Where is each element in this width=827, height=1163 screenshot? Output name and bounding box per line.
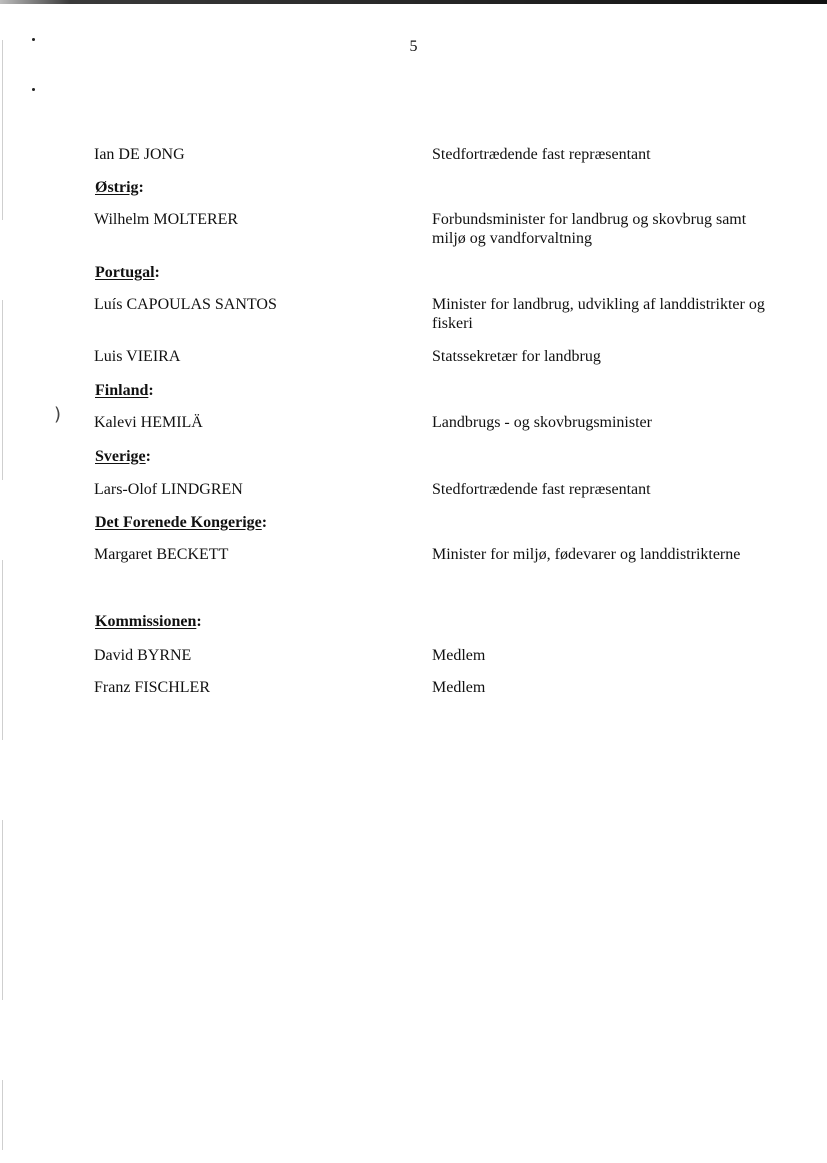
member-role: Forbundsminister for landbrug og skovbrug samt miljø og vandforvaltning bbox=[432, 211, 747, 247]
country-heading bbox=[95, 263, 160, 282]
country-heading-label: Østrig bbox=[95, 179, 139, 196]
country-heading-label: Portugal bbox=[95, 264, 155, 281]
country-heading-label: Finland bbox=[95, 382, 149, 399]
member-role: Medlem bbox=[432, 647, 486, 664]
page-number: 5 bbox=[409, 38, 418, 55]
commission-heading-label: Kommissionen bbox=[95, 613, 197, 630]
member-role: Stedfortrædende fast repræsentant bbox=[432, 481, 651, 498]
punch-hole-mark: ) bbox=[54, 404, 62, 425]
country-heading-label: Sverige bbox=[95, 448, 146, 465]
heading-colon: : bbox=[154, 264, 160, 281]
member-name: Lars-Olof LINDGREN bbox=[94, 481, 243, 498]
country-heading bbox=[95, 381, 154, 400]
heading-colon: : bbox=[196, 613, 202, 630]
member-role: Stedfortrædende fast repræsentant bbox=[432, 146, 651, 163]
heading-colon: : bbox=[148, 382, 154, 399]
heading-colon: : bbox=[138, 179, 144, 196]
scan-left-edge bbox=[2, 40, 3, 1150]
member-role: Minister for landbrug, udvikling af landdistrikter og fiskeri bbox=[432, 296, 765, 332]
member-name: Luis VIEIRA bbox=[94, 348, 181, 365]
member-name: Kalevi HEMILÄ bbox=[94, 414, 203, 431]
member-role: Minister for miljø, fødevarer og landdistrikterne bbox=[432, 546, 741, 563]
member-name: Franz FISCHLER bbox=[94, 679, 210, 696]
country-heading bbox=[95, 447, 151, 466]
member-name: Margaret BECKETT bbox=[94, 546, 229, 563]
member-role: Medlem bbox=[432, 679, 486, 696]
scan-speck bbox=[32, 88, 35, 91]
country-heading-label: Det Forenede Kongerige bbox=[95, 514, 262, 531]
member-name: Wilhelm MOLTERER bbox=[94, 211, 239, 228]
heading-colon: : bbox=[261, 514, 268, 531]
scan-top-edge bbox=[0, 0, 827, 4]
heading-colon: : bbox=[145, 448, 151, 465]
member-name: Luís CAPOULAS SANTOS bbox=[94, 296, 277, 313]
commission-heading bbox=[95, 612, 202, 631]
country-heading bbox=[95, 178, 144, 197]
member-name: David BYRNE bbox=[94, 647, 192, 664]
member-name: Ian DE JONG bbox=[94, 146, 185, 163]
member-role: Statssekretær for landbrug bbox=[432, 348, 601, 365]
country-heading bbox=[95, 513, 267, 532]
member-role: Landbrugs - og skovbrugsminister bbox=[432, 414, 652, 431]
